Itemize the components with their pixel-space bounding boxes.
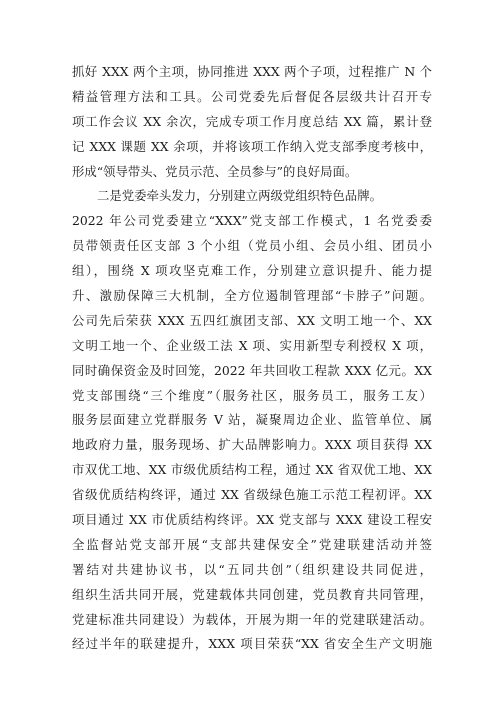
text-line: 记 XXX 课题 XX 余项，并将该项工作纳入党支部季度考核中， [72,138,432,154]
text-line: 党建标准共同建设）为载体，开展为期一年的党建联建活动。 [72,611,432,627]
text-line: 同时确保资金及时回笼，2022 年共回收工程款 XXX 亿元。XX [72,362,432,378]
text-line: 省级优质结构终评，通过 XX 省级绿色施工示范工程初评。XX [72,487,432,503]
text-line: 组织生活共同开展，党建载体共同创建，党员教育共同管理， [72,586,432,602]
text-line: 精益管理方法和工具。公司党委先后督促各层级共计召开专 [72,88,432,104]
text-line: 服务层面建立党群服务 V 站，凝聚周边企业、监管单位、属 [72,412,432,428]
text-line: 市双优工地、XX 市级优质结构工程，通过 XX 省双优工地、XX [72,462,432,478]
text-line: 项目通过 XX 市优质结构终评。XX 党支部与 XXX 建设工程安 [72,512,432,528]
text-line: 2022 年公司党委建立“XXX”党支部工作模式，1 名党委委 [72,213,432,229]
text-line: 地政府力量，服务现场、扩大品牌影响力。XXX 项目获得 XX [72,437,432,453]
text-line: 升、激励保障三大机制，全方位遏制管理部“卡脖子”问题。 [72,288,432,304]
text-line: 项工作会议 XX 余次，完成专项工作月度总结 XX 篇，累计登 [72,113,432,129]
text-line: 署结对共建协议书，以“五同共创”（组织建设共同促进， [72,561,432,577]
text-line: 员带领责任区支部 3 个小组（党员小组、会员小组、团员小 [72,238,432,254]
text-line: 全监督站党支部开展“支部共建保安全”党建联建活动并签 [72,536,432,552]
text-line: 形成“领导带头、党员示范、全员参与”的良好局面。 [72,163,358,179]
text-line: 抓好 XXX 两个主项，协同推进 XXX 两个子项，过程推广 N 个 [72,64,432,79]
text-line: 党支部围绕“三个维度”（服务社区，服务员工，服务工友） [72,387,432,403]
text-line: 公司先后荣获 XXX 五四红旗团支部、XX 文明工地一个、XX [72,312,432,328]
text-line: 组），围绕 X 项攻坚克难工作，分别建立意识提升、能力提 [72,263,432,279]
body-text [72,60,432,657]
text-line: 经过半年的联建提升，XXX 项目荣获“XX 省安全生产文明施 [72,636,432,652]
paragraph-heading-line: 二是党委牵头发力，分别建立两级党组织特色品牌。 [97,188,382,204]
text-line: 文明工地一个、企业级工法 X 项、实用新型专利授权 X 项， [72,337,432,353]
